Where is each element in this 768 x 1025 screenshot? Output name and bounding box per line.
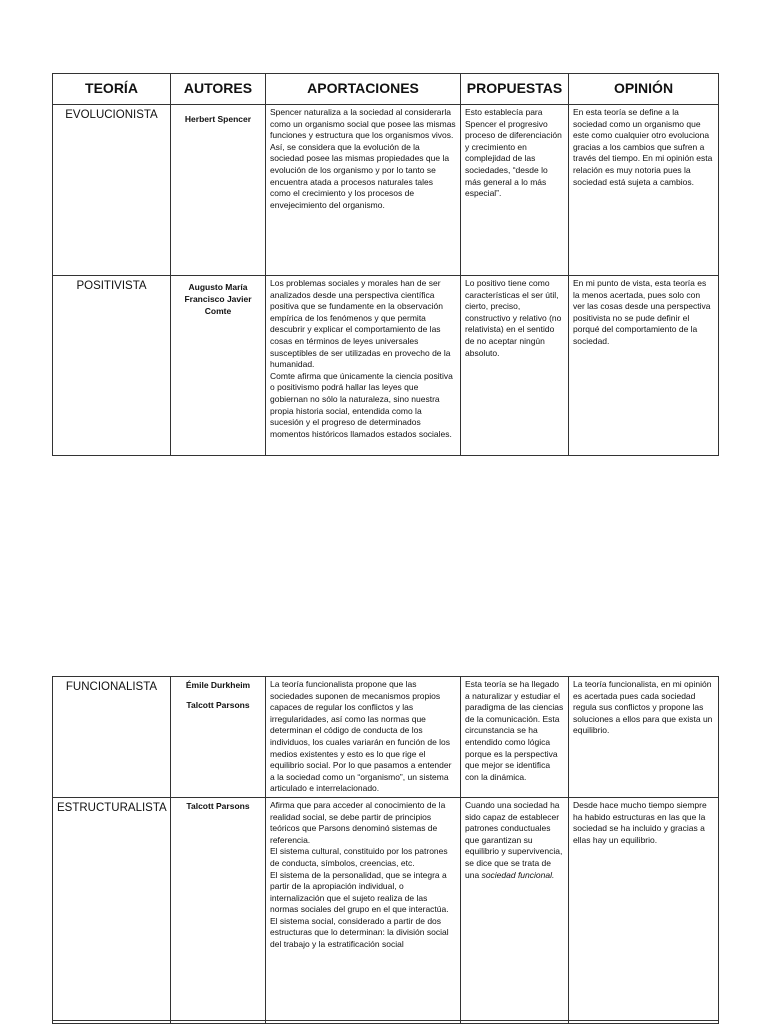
table-row: [53, 276, 719, 456]
theory-cell: POSITIVISTA: [53, 276, 171, 456]
header-aportaciones: APORTACIONES: [266, 74, 461, 105]
header-opinion: OPINIÓN: [569, 74, 719, 105]
propuestas-cell: Esto establecía para Spencer el progresivo proceso de diferenciación y crecimiento en complejidad de las sociedades, “desde lo más general a lo más especial”.: [461, 105, 569, 276]
author-cell: Herbert Spencer: [171, 105, 266, 276]
header-propuestas: PROPUESTAS: [461, 74, 569, 105]
table-row: [53, 797, 719, 1023]
header-row: [53, 74, 719, 105]
propuestas-cell: Esta teoría se ha llegado a naturalizar y estudiar el paradigma de las ciencias de la comunicación. Esta circunstancia se ha entendido como lógica porque es la perspectiva que mejor se identifica con la dinámica.: [461, 677, 569, 798]
opinion-cell: La teoría funcionalista, en mi opinión es acertada pues cada sociedad regula sus conflictos y propone las soluciones a ellos para que exista un equilibrio.: [569, 677, 719, 798]
opinion-cell: En esta teoría se define a la sociedad como un organismo que este como cualquier otro evoluciona gracias a los cambios que sufren a través del tiempo. En mi opinión esta relación es muy notoria pues la sociedad está sujeta a cambios.: [569, 105, 719, 276]
theory-cell: EVOLUCIONISTA: [53, 105, 171, 276]
table-row: [53, 677, 719, 798]
header-teoria: TEORÍA: [53, 74, 171, 105]
theory-cell: FUNCIONALISTA: [53, 677, 171, 798]
author-cell: Talcott Parsons: [171, 797, 266, 1023]
aportaciones-cell: Spencer naturaliza a la sociedad al considerarla como un organismo social que posee las mismas funciones y estructura que los organismos vivos. Así, se considera que la evolución de la sociedad posee las mismas propiedades que la evolución de los organismo y por lo tanto se encuentra atada a procesos naturales tales como el crecimiento y los procesos de envejecimiento del organismo.: [266, 105, 461, 276]
theory-cell: ESTRUCTURALISTA: [53, 797, 171, 1023]
opinion-cell: En mi punto de vista, esta teoría es la menos acertada, pues solo con ver las cosas desde una perspectiva positivista no se pude definir el porqué del comportamiento de la sociedad.: [569, 276, 719, 456]
table-row: [53, 105, 719, 276]
theories-table-2: [52, 676, 719, 1024]
propuestas-cell: Lo positivo tiene como características el ser útil, cierto, preciso, constructivo y relativo (no relativista) en el sentido de no aceptar ningún absoluto.: [461, 276, 569, 456]
author-cell: Émile Durkheim Talcott Parsons: [171, 677, 266, 798]
propuestas-cell: Cuando una sociedad ha sido capaz de establecer patrones conductuales que garantizan su equilibrio y supervivencia, se dice que se trata de una sociedad funcional.: [461, 797, 569, 1023]
opinion-cell: Desde hace mucho tiempo siempre ha habido estructuras en las que la sociedad se ha incluido y gracias a ellas hay un equilibrio.: [569, 797, 719, 1023]
header-autores: AUTORES: [171, 74, 266, 105]
aportaciones-cell: La teoría funcionalista propone que las sociedades suponen de mecanismos propios capaces de regular los conflictos y las irregularidades, así como las normas que determinan el código de conducta de los individuos, los cuales variarán en función de los medios existentes y esto es lo que rige el equilibrio social. Por lo que pasamos a entender a la sociedad como un “organismo”, un sistema articulado e interrelacionado.: [266, 677, 461, 798]
theories-table-1: [52, 73, 719, 456]
author-cell: Augusto María Francisco Javier Comte: [171, 276, 266, 456]
aportaciones-cell: Los problemas sociales y morales han de ser analizados desde una perspectiva científica positiva que se fundamente en la observación empírica de los fenómenos y que permita descubrir y explicar el comportamiento de las cosas en términos de leyes universales susceptibles de ser utilizadas en provecho de la humanidad. Comte afirma que únicamente la ciencia positiva o positivismo podrá hallar las leyes que gobiernan no sólo la naturaleza, sino nuestra propia historia social, entendida como la sucesión y el progreso de determinados momentos históricos llamados estados sociales.: [266, 276, 461, 456]
aportaciones-cell: Afirma que para acceder al conocimiento de la realidad social, se debe partir de principios teóricos que Parsons denominó sistemas de referencia. El sistema cultural, constituido por los patrones de conducta, símbolos, creencias, etc. El sistema de la personalidad, que se integra a partir de la apropiación individual, o internalización que el sujeto realiza de las normas sociales del grupo en el que interactúa. El sistema social, considerado a partir de dos estructuras que lo determinan: la división social del trabajo y la estratificación social: [266, 797, 461, 1023]
next-row-edge: [52, 1020, 718, 1025]
